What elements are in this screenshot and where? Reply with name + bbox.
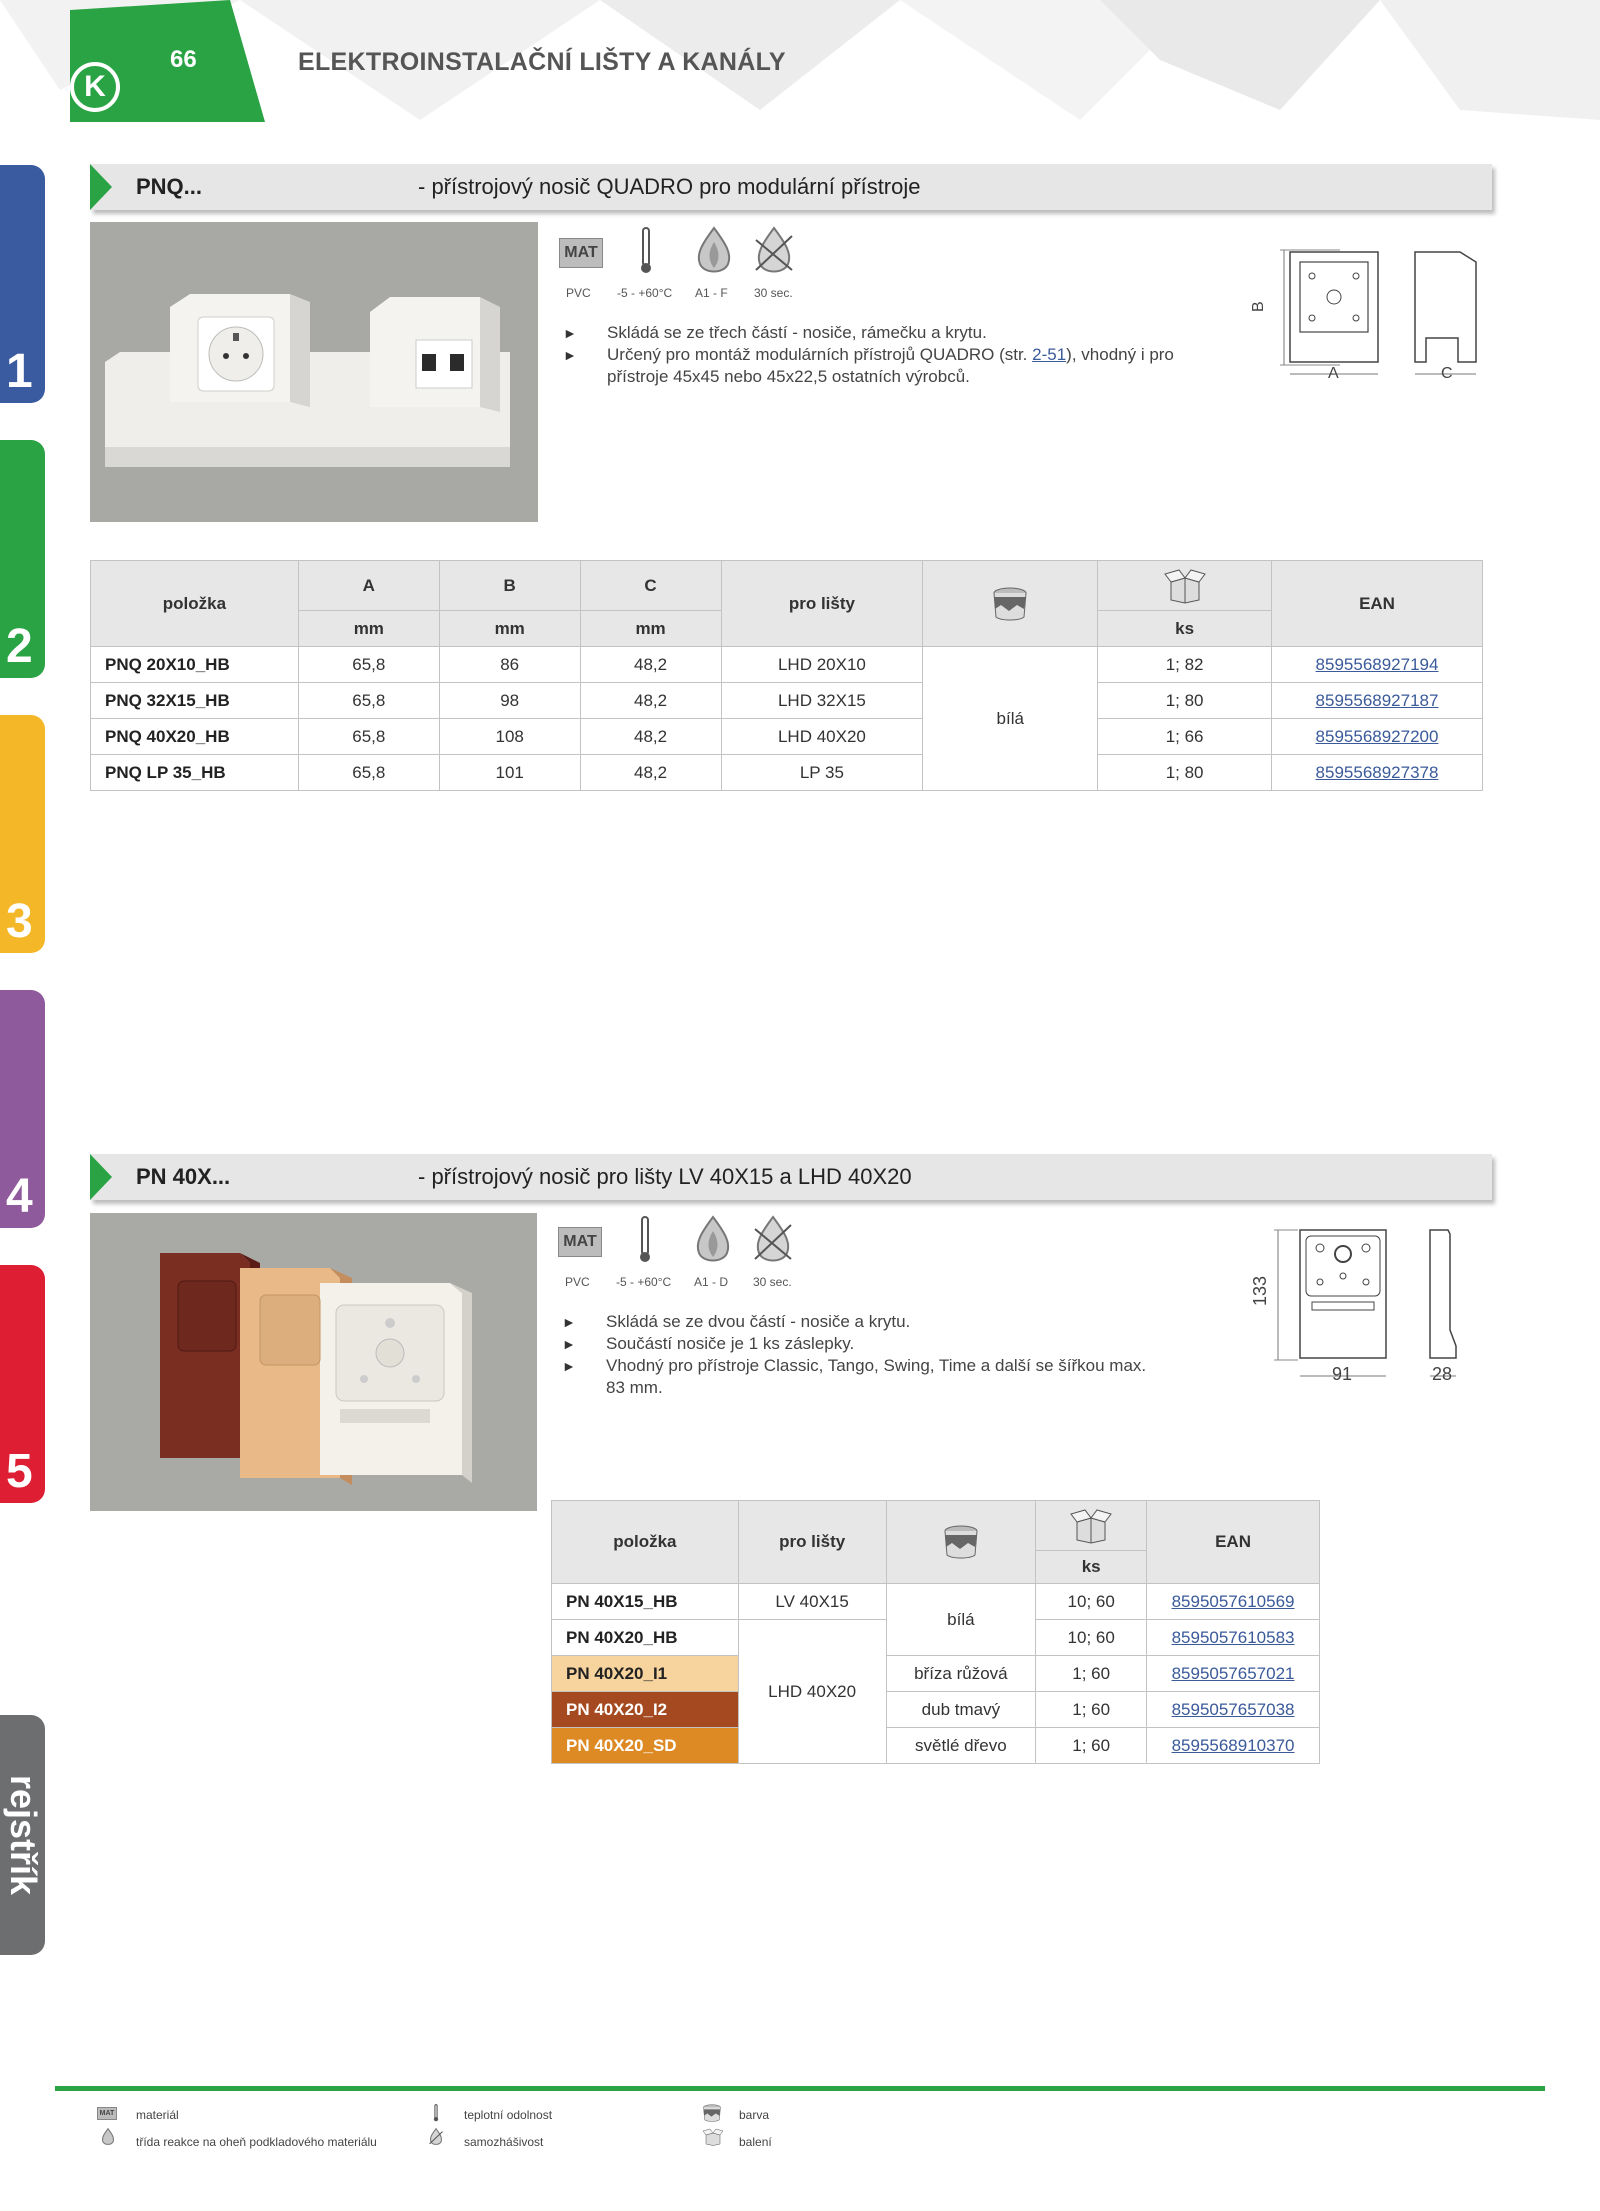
cell-pack: 10; 60 [1036,1620,1147,1656]
item-code: PNQ LP 35_HB [91,755,299,791]
header-item: položka [552,1501,739,1584]
ean-link[interactable]: 8595568910370 [1147,1728,1320,1764]
section2-description: - přístrojový nosič pro lišty LV 40X15 a LHD 40X20 [418,1164,912,1189]
brand-logo: K [70,62,120,112]
material-icon: MAT [559,238,603,268]
section1-product-photo [90,222,538,522]
section1-bullets [563,322,1233,388]
ean-link[interactable]: 8595057610569 [1147,1584,1320,1620]
paint-bucket-icon [702,2104,722,2122]
header-rail: pro lišty [721,561,923,647]
tab-5[interactable]: 5 [0,1265,45,1503]
section2-bullets [562,1311,1162,1399]
item-code: PNQ 20X10_HB [91,647,299,683]
ean-link[interactable]: 8595568927378 [1272,755,1483,791]
cell-pack: 1; 60 [1036,1692,1147,1728]
legend-pack: balení [739,2135,772,2149]
tab-1[interactable]: 1 [0,165,45,403]
cell-c: 48,2 [580,755,721,791]
item-code: PN 40X20_I2 [552,1692,739,1728]
section-arrow-icon [90,164,112,210]
header-pack [1036,1501,1147,1551]
legend-fire-class: třída reakce na oheň podkladového materiálu [136,2135,377,2149]
dimension-b-label: B [1250,301,1267,312]
cell-b: 98 [439,683,580,719]
cell-pack: 1; 80 [1098,755,1272,791]
header-color [886,1501,1036,1584]
footer-divider [55,2086,1545,2091]
dimension-depth-label: 28 [1432,1364,1453,1384]
table-row [552,1728,1320,1764]
ean-link[interactable]: 8595568927200 [1272,719,1483,755]
tab-2[interactable]: 2 [0,440,45,678]
cell-c: 48,2 [580,647,721,683]
section2-table [551,1500,1320,1764]
thermometer-icon [433,2104,439,2122]
cell-a: 65,8 [298,719,439,755]
list-item: ► Součástí nosiče je 1 ks záslepky. [562,1333,1162,1355]
cell-a: 65,8 [298,755,439,791]
list-item: ► Skládá se ze dvou částí - nosiče a krytu. [562,1311,1162,1333]
header-a: A [298,561,439,611]
cell-color: dub tmavý [886,1692,1036,1728]
dimension-a-label: A [1328,365,1339,382]
item-code: PNQ 32X15_HB [91,683,299,719]
page-link[interactable]: 2-51 [1032,345,1067,364]
fire-class-value: A1 - D [694,1275,729,1289]
legend-temperature: teplotní odolnost [464,2108,553,2122]
table-row [552,1656,1320,1692]
cell-c: 48,2 [580,683,721,719]
unit-ks: ks [1098,611,1272,647]
material-icon: MAT [558,1227,602,1257]
fire-class-value: A1 - F [695,286,728,300]
section2-dimension-drawing [1250,1220,1470,1390]
paint-bucket-icon [942,1525,980,1559]
section-arrow-icon [90,1154,112,1200]
section1-table [90,560,1483,791]
self-extinguishing-icon [752,226,796,276]
self-extinguishing-icon [428,2128,444,2146]
cell-rail: LV 40X15 [738,1584,886,1620]
self-extinguishing-icon [751,1215,795,1265]
section2-code: PN 40X... [136,1164,231,1189]
table-row [91,755,1483,791]
cell-b: 86 [439,647,580,683]
header-rail: pro lišty [738,1501,886,1584]
cell-rail: LHD 20X10 [721,647,923,683]
ean-link[interactable]: 8595568927194 [1272,647,1483,683]
table-row [552,1584,1320,1620]
tab-rejstrik[interactable]: rejstřík [0,1715,45,1955]
header-ean: EAN [1272,561,1483,647]
self-extinguishing-value: 30 sec. [754,286,793,300]
item-code: PN 40X20_I1 [552,1656,739,1692]
item-code: PNQ 40X20_HB [91,719,299,755]
table-row [91,647,1483,683]
tab-4[interactable]: 4 [0,990,45,1228]
cell-c: 48,2 [580,719,721,755]
unit-mm: mm [580,611,721,647]
material-icon: MAT [97,2107,117,2120]
cell-color: bílá [886,1584,1036,1656]
cell-rail: LHD 32X15 [721,683,923,719]
temperature-value: -5 - +60°C [617,286,673,300]
item-code: PN 40X20_HB [552,1620,739,1656]
cell-rail: LHD 40X20 [738,1620,886,1764]
section2-header [90,1154,1492,1200]
cell-a: 65,8 [298,683,439,719]
cell-pack: 1; 82 [1098,647,1272,683]
header-background [0,0,1600,130]
table-row [91,719,1483,755]
header-ean: EAN [1147,1501,1320,1584]
unit-mm: mm [439,611,580,647]
table-row [91,683,1483,719]
item-code: PN 40X15_HB [552,1584,739,1620]
section1-header [90,164,1492,210]
box-icon [1163,568,1207,604]
dimension-width-label: 91 [1332,1364,1353,1384]
cell-color: bříza růžová [886,1656,1036,1692]
fire-class-icon [692,226,736,276]
legend-material: materiál [136,2108,179,2122]
cell-b: 101 [439,755,580,791]
cell-rail: LP 35 [721,755,923,791]
header-color [923,561,1098,647]
ean-link[interactable]: 8595568927187 [1272,683,1483,719]
temperature-value: -5 - +60°C [616,1275,672,1289]
cell-color: bílá [923,647,1098,791]
section1-description: - přístrojový nosič QUADRO pro modulární přístroje [418,174,921,199]
self-extinguishing-value: 30 sec. [753,1275,792,1289]
item-code: PN 40X20_SD [552,1728,739,1764]
cell-pack: 1; 60 [1036,1728,1147,1764]
section1-code: PNQ... [136,174,203,199]
ean-link[interactable]: 8595057657038 [1147,1692,1320,1728]
cell-pack: 10; 60 [1036,1584,1147,1620]
section2-product-photo [90,1213,537,1511]
section2-spec-icons [555,1215,815,1305]
material-value: PVC [565,1275,590,1289]
page-title: ELEKTROINSTALAČNÍ LIŠTY A KANÁLY [298,48,786,76]
material-value: PVC [566,286,591,300]
cell-a: 65,8 [298,647,439,683]
cell-b: 108 [439,719,580,755]
paint-bucket-icon [991,587,1029,621]
tab-3[interactable]: 3 [0,715,45,953]
ean-link[interactable]: 8595057610583 [1147,1620,1320,1656]
cell-rail: LHD 40X20 [721,719,923,755]
thermometer-icon [638,1215,652,1265]
header-c: C [580,561,721,611]
legend-color: barva [739,2108,770,2122]
table-row [552,1692,1320,1728]
dimension-height-label: 133 [1250,1275,1270,1306]
dimension-c-label: C [1441,365,1453,382]
fire-class-icon [100,2128,116,2146]
fire-class-icon [691,1215,735,1265]
header-item: položka [91,561,299,647]
page-number: 66 [170,46,197,73]
list-item: ► Určený pro montáž modulárních přístrojů QUADRO (str. 2-51), vhodný i pro přístroje 45x45 nebo 45x22,5 ostatních výrobců. [563,344,1233,388]
header-b: B [439,561,580,611]
section1-dimension-drawing [1240,240,1490,390]
cell-color: světlé dřevo [886,1728,1036,1764]
section1-spec-icons [556,226,816,316]
cell-pack: 1; 66 [1098,719,1272,755]
unit-mm: mm [298,611,439,647]
unit-ks: ks [1036,1551,1147,1584]
header-pack [1098,561,1272,611]
box-icon [702,2128,724,2146]
ean-link[interactable]: 8595057657021 [1147,1656,1320,1692]
box-icon [1069,1508,1113,1544]
list-item: ► Skládá se ze třech částí - nosiče, rámečku a krytu. [563,322,1233,344]
cell-pack: 1; 80 [1098,683,1272,719]
legend-self-extinguishing: samozhášivost [464,2135,544,2149]
thermometer-icon [639,226,653,276]
list-item: ► Vhodný pro přístroje Classic, Tango, Swing, Time a další se šířkou max. 83 mm. [562,1355,1162,1399]
cell-pack: 1; 60 [1036,1656,1147,1692]
